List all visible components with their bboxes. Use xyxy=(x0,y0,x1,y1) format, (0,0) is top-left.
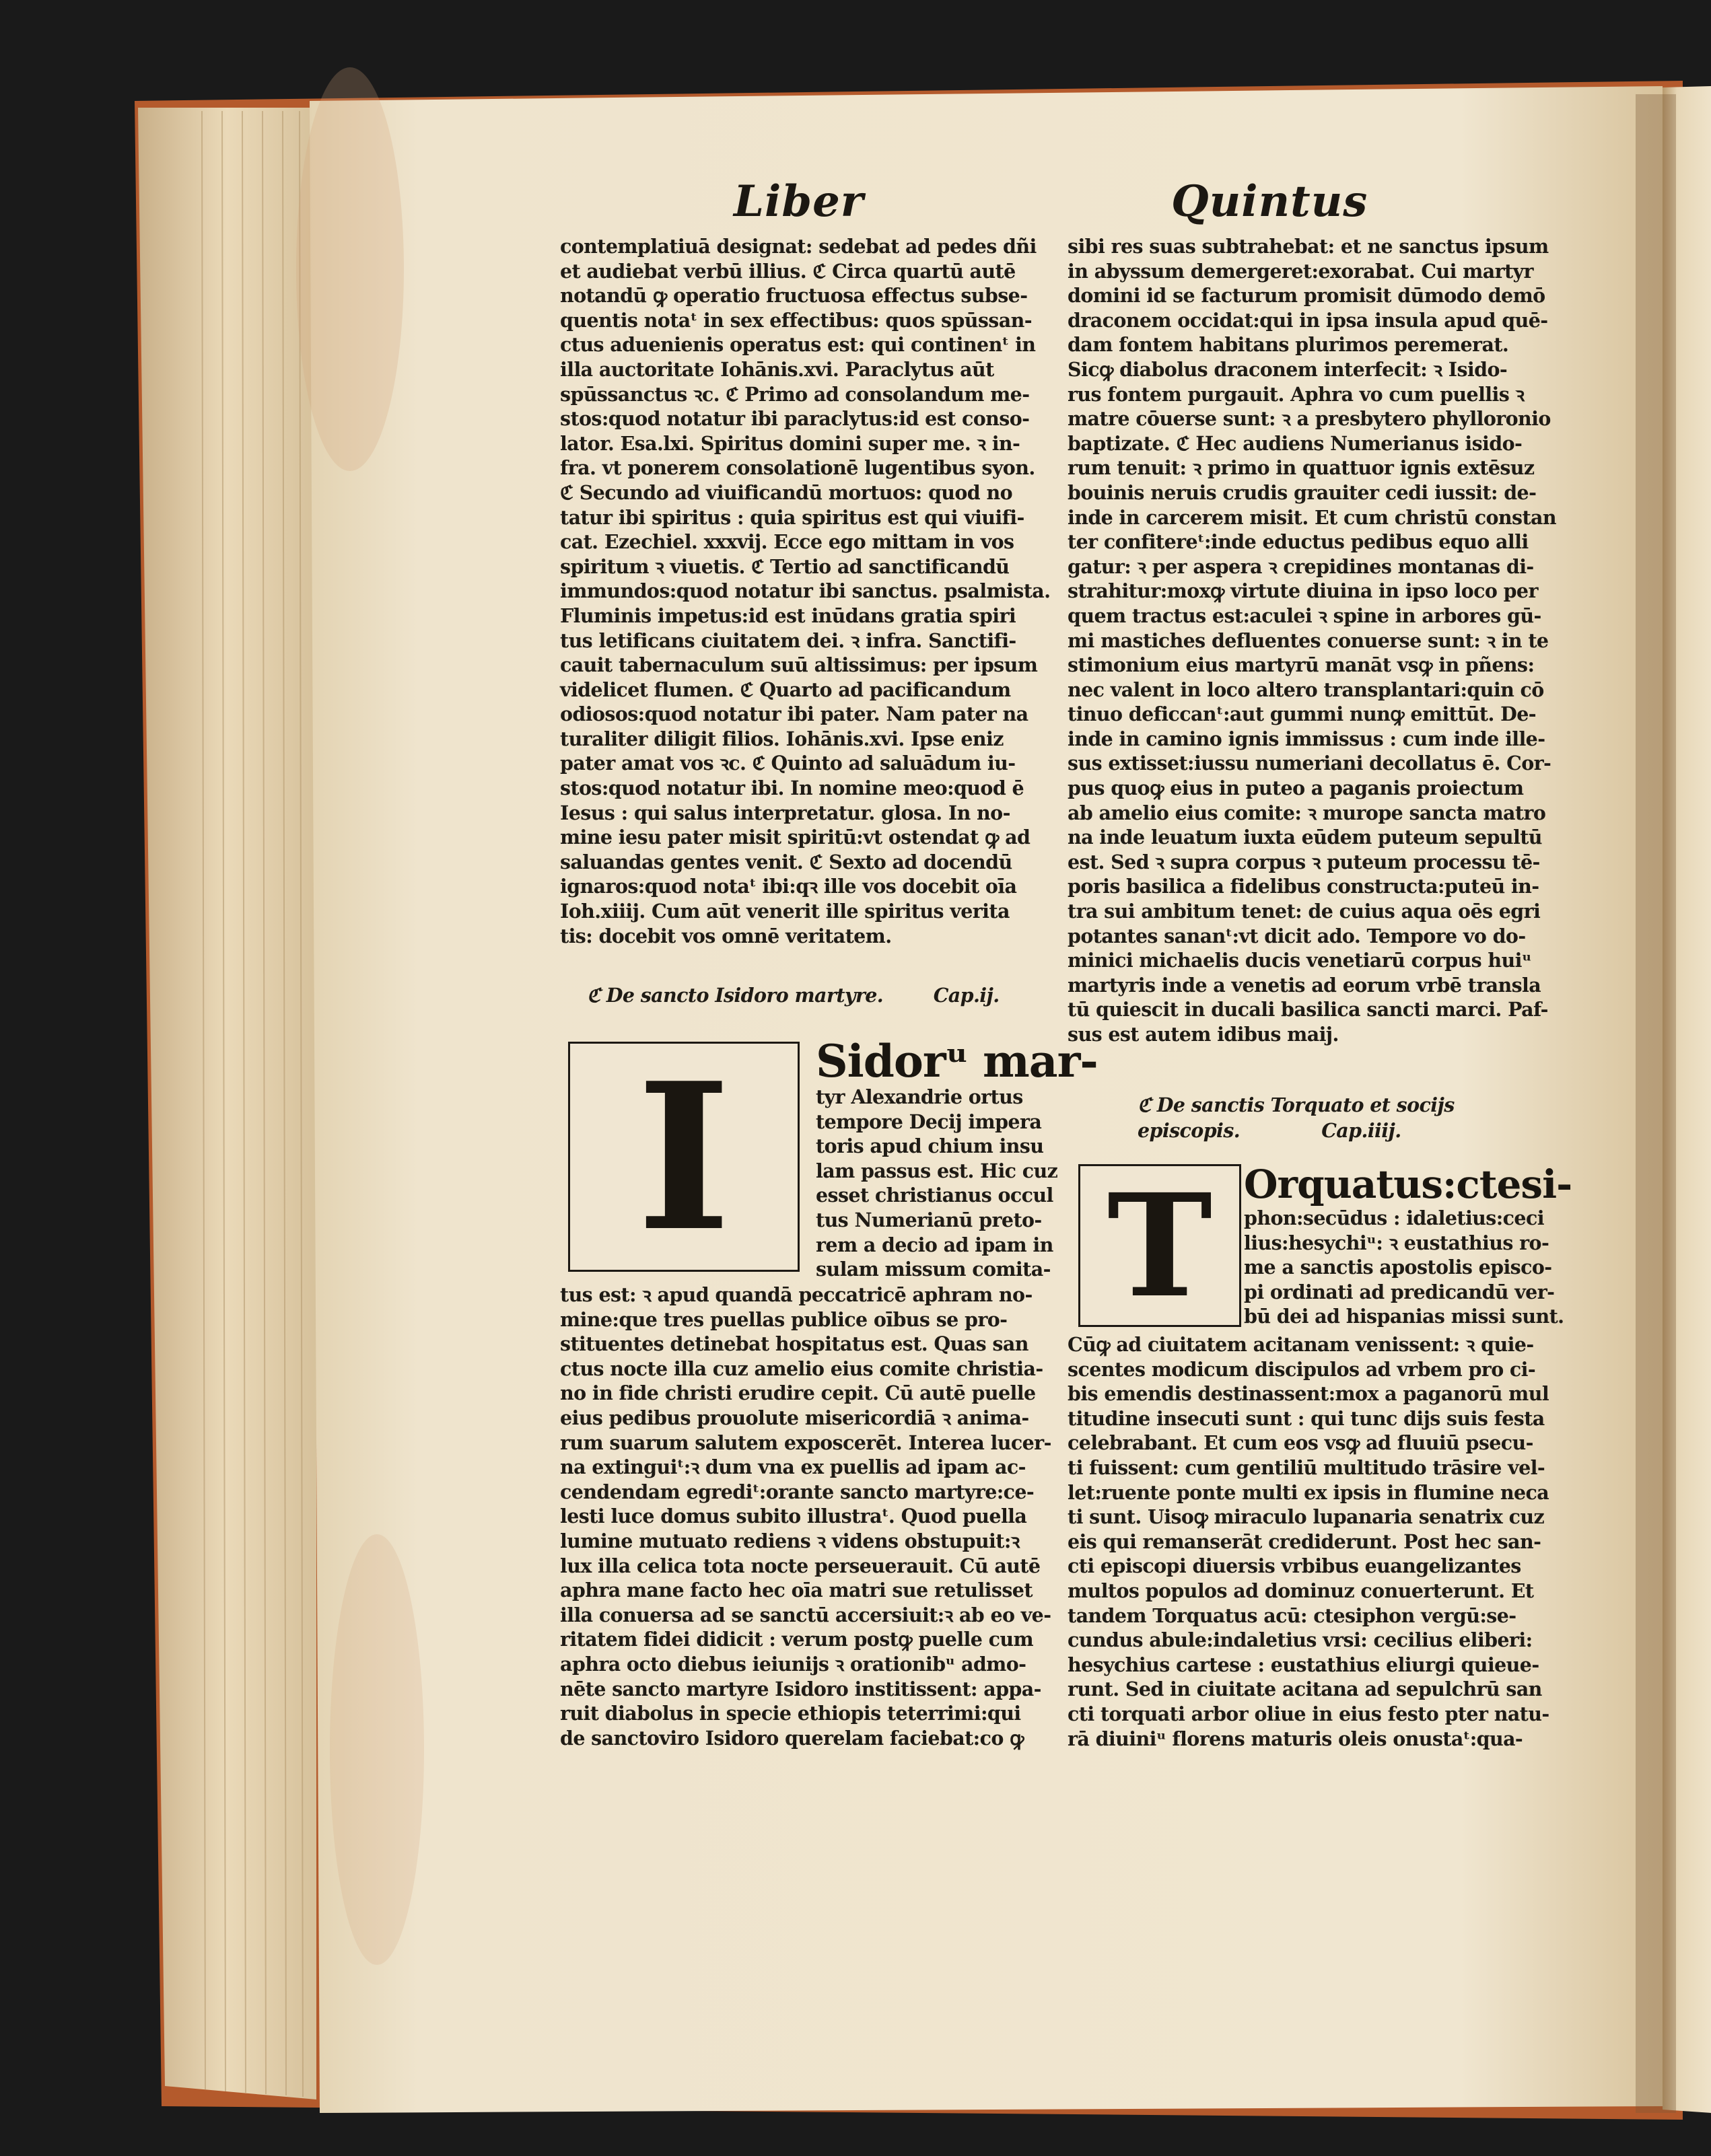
text-line: cundus abule:indaletius vrsi: cecilius eliberi: xyxy=(1068,1628,1533,1652)
text-line: phon:secūdus : idaletius:ceci xyxy=(1244,1207,1544,1229)
text-line: bis emendis destinassent:mox a paganorū mul xyxy=(1068,1382,1549,1406)
text-line: ℭ Secundo ad viuificandū mortuos: quod no xyxy=(560,480,1012,504)
text-line: runt. Sed in ciuitate acitana ad sepulchrū san xyxy=(1068,1678,1542,1701)
text-line: cat. Ezechiel. xxxvij. Ecce ego mittam in vos xyxy=(560,530,1014,554)
stain xyxy=(330,1534,424,1965)
text-line: cendendam egrediᵗ:orante sancto martyre:ce- xyxy=(560,1480,1035,1503)
text-line: tus est: ꝛ apud quandā peccatricē aphram no- xyxy=(560,1283,1033,1306)
text-line: no in fide christi erudire cepit. Cū autē puelle xyxy=(560,1381,1036,1405)
text-line: mine iesu pater misit spiritū:vt ostendat ꝙ ad xyxy=(560,826,1031,849)
text-line: pus quoꝙ eius in puteo a paganis proiectum xyxy=(1068,777,1524,800)
text-line: pi ordinati ad predicandū ver- xyxy=(1244,1280,1555,1303)
text-line: saluandas gentes venit. ℭ Sexto ad docendū xyxy=(560,850,1012,873)
text-line: lius:hesychiᵘ: ꝛ eustathius ro- xyxy=(1244,1231,1549,1254)
text-line: stos:quod notatur ibi paraclytus:id est conso- xyxy=(560,407,1030,431)
text-line: stos:quod notatur ibi. In nomine meo:quod ē xyxy=(560,777,1024,800)
text-line: mi mastiches defluentes conuerse sunt: ꝛ in te xyxy=(1068,628,1549,652)
text-line: spūssanctus ꝛc. ℭ Primo ad consolandum me- xyxy=(560,382,1030,406)
text-line: let:ruente ponte multi ex ipsis in flumine neca xyxy=(1068,1480,1549,1504)
text-line: gatur: ꝛ per aspera ꝛ crepidines montanas di- xyxy=(1068,554,1534,578)
text-line: rus fontem purgauit. Aphra vo cum puellis ꝛ xyxy=(1068,382,1525,406)
text-line: draconem occidat:qui in ipsa insula apud quē- xyxy=(1068,308,1548,332)
text-line: sus est autem idibus maij. xyxy=(1068,1023,1339,1046)
text-line: ctus nocte illa cuz amelio eius comite christia- xyxy=(560,1357,1043,1380)
text-line: quentis notaᵗ in sex effectibus: quos spūssan- xyxy=(560,308,1032,332)
text-line: pater amat vos ꝛc. ℭ Quinto ad saluādum iu- xyxy=(560,752,1016,775)
text-line: Ioh.xiiij. Cum aūt venerit ille spiritus verita xyxy=(560,900,1010,923)
text-line: cti torquati arbor oliue in eius festo pter natu- xyxy=(1068,1702,1549,1725)
text-line: bū dei ad hispanias missi sunt. xyxy=(1244,1305,1564,1328)
text-line: notandū ꝙ operatio fructuosa effectus subse- xyxy=(560,284,1028,308)
text-line: spiritum ꝛ viuetis. ℭ Tertio ad sanctificandū xyxy=(560,554,1010,578)
isidor-opening: Sidorᵘ mar- xyxy=(816,1035,1098,1087)
text-line: stimonium eius martyrū manāt vsꝙ in pñens: xyxy=(1068,653,1535,677)
text-line: tus Numerianū preto- xyxy=(816,1208,1042,1231)
text-line: ti fuissent: cum gentiliū multitudo trāsire vel- xyxy=(1068,1456,1545,1479)
text-line: na extinguiᵗ:ꝛ dum vna ex puellis ad ipam ac- xyxy=(560,1456,1026,1479)
text-line: illa conuersa ad se sanctū accersiuit:ꝛ ab eo ve- xyxy=(560,1603,1051,1626)
text-line: inde in carcerem misit. Et cum christū constan xyxy=(1068,505,1557,529)
chapter-heading-torquato-2: episcopis. Cap.iiij. xyxy=(1138,1119,1401,1142)
text-line: quem tractus est:aculei ꝛ spine in arbores gū- xyxy=(1068,604,1541,627)
text-line: illa auctoritate Iohānis.xvi. Paraclytus aūt xyxy=(560,357,994,381)
text-line: scentes modicum discipulos ad vrbem pro ci- xyxy=(1068,1357,1536,1381)
text-line: minici michaelis ducis venetiarū corpus huiᵘ xyxy=(1068,949,1532,972)
text-line: est. Sed ꝛ supra corpus ꝛ puteum processu tē- xyxy=(1068,850,1540,873)
text-line: titudine insecuti sunt : qui tunc dijs suis festa xyxy=(1068,1406,1545,1430)
text-line: potantes sananᵗ:vt dicit ado. Tempore vo do- xyxy=(1068,924,1526,947)
text-line: rem a decio ad ipam in xyxy=(816,1233,1053,1256)
text-line: ritatem fidei didicit : verum postꝙ puelle cum xyxy=(560,1628,1034,1651)
text-line: tus letificans ciuitatem dei. ꝛ infra. Sanctifi- xyxy=(560,628,1016,652)
stain xyxy=(296,67,404,471)
text-line: Fluminis impetus:id est inūdans gratia spiri xyxy=(560,604,1016,627)
text-line: tempore Decij impera xyxy=(816,1110,1042,1133)
text-line: tyr Alexandrie ortus xyxy=(816,1085,1023,1108)
text-line: lator. Esa.lxi. Spiritus domini super me. ꝛ in- xyxy=(560,431,1020,455)
running-head-right: Quintus xyxy=(1171,176,1368,227)
text-line: ruit diabolus in specie ethiopis teterrimi:qui xyxy=(560,1702,1021,1725)
text-line: tatur ibi spiritus : quia spiritus est qui viuifi- xyxy=(560,505,1024,529)
text-line: tinuo deficcanᵗ:aut gummi nunꝙ emittūt. De- xyxy=(1068,703,1537,726)
text-line: cauit tabernaculum suū altissimus: per ipsum xyxy=(560,653,1038,677)
text-line: et audiebat verbū illius. ℭ Circa quartū autē xyxy=(560,259,1016,283)
text-line: inde in camino ignis immissus : cum inde ille- xyxy=(1068,727,1545,750)
text-line: bouinis neruis crudis grauiter cedi iussit: de- xyxy=(1068,480,1537,504)
text-line: in abyssum demergeret:exorabat. Cui martyr xyxy=(1068,259,1533,283)
text-line: sus extisset:iussu numeriani decollatus ē. Cor- xyxy=(1068,752,1551,775)
text-line: videlicet flumen. ℭ Quarto ad pacificandum xyxy=(560,678,1011,701)
text-line: cti episcopi diuersis vrbibus euangelizantes xyxy=(1068,1554,1521,1578)
initial-letter: T xyxy=(1107,1164,1213,1327)
text-line: rā diuiniᵘ florens maturis oleis onustaᵗ:qua- xyxy=(1068,1727,1523,1750)
text-line: na inde leuatum iuxta eūdem puteum sepultū xyxy=(1068,826,1542,849)
text-line: me a sanctis apostolis episco- xyxy=(1244,1256,1552,1279)
torquatus-opening: Orquatus:ctesi- xyxy=(1244,1161,1572,1207)
text-line: hesychius cartese : eustathius eliurgi quieue- xyxy=(1068,1653,1539,1676)
text-line: eis qui remanserāt crediderunt. Post hec san- xyxy=(1068,1530,1541,1553)
text-line: rum tenuit: ꝛ primo in quattuor ignis extēsuz xyxy=(1068,456,1535,480)
text-line: sulam missum comita- xyxy=(816,1258,1051,1281)
page-edges xyxy=(138,108,316,2099)
text-line: strahitur:moxꝙ virtute diuina in ipso loco per xyxy=(1068,579,1538,603)
text-line: aphra mane facto hec oīa matri sue retulisset xyxy=(560,1579,1033,1602)
text-line: fra. vt ponerem consolationē lugentibus syon. xyxy=(560,456,1035,480)
initial-letter: I xyxy=(636,1042,732,1272)
text-line: lumine mutuato rediens ꝛ videns obstupuit:ꝛ xyxy=(560,1529,1020,1552)
text-line: nec valent in loco altero transplantari:quin cō xyxy=(1068,678,1544,701)
text-line: baptizate. ℭ Hec audiens Numerianus isido- xyxy=(1068,431,1523,455)
main-page xyxy=(310,86,1663,2113)
text-line: tū quiescit in ducali basilica sancti marci. Paf- xyxy=(1068,998,1548,1021)
text-line: tis: docebit vos omnē veritatem. xyxy=(560,924,892,947)
text-line: toris apud chium insu xyxy=(816,1135,1044,1158)
text-line: contemplatiuā designat: sedebat ad pedes dñi xyxy=(560,235,1037,258)
text-line: stituentes detinebat hospitatus est. Quas san xyxy=(560,1332,1028,1356)
text-line: sibi res suas subtrahebat: et ne sanctus ipsum xyxy=(1068,235,1549,258)
text-line: celebrabant. Et cum eos vsꝙ ad fluuiū psecu- xyxy=(1068,1431,1533,1455)
text-line: lux illa celica tota nocte perseuerauit. Cū autē xyxy=(560,1554,1041,1577)
text-line: domini id se facturum promisit dūmodo demō xyxy=(1068,284,1545,308)
text-line: ter confitereᵗ:inde eductus pedibus equo alli xyxy=(1068,530,1529,554)
text-line: Sicꝙ diabolus draconem interfecit: ꝛ Isido- xyxy=(1068,357,1508,381)
text-line: ignaros:quod notaᵗ ibi:qꝛ ille vos docebit oīa xyxy=(560,875,1017,898)
text-line: eius pedibus prouolute misericordiā ꝛ anima- xyxy=(560,1406,1029,1429)
text-line: de sanctoviro Isidoro querelam faciebat:co ꝙ xyxy=(560,1726,1024,1750)
text-line: ctus aduenienis operatus est: qui continenᵗ in xyxy=(560,333,1036,357)
text-line: odiosos:quod notatur ibi pater. Nam pater na xyxy=(560,703,1028,726)
running-head-left: Liber xyxy=(734,176,864,227)
text-line: immundos:quod notatur ibi sanctus. psalmista. xyxy=(560,579,1051,603)
text-line: mine:que tres puellas publice oībus se pro- xyxy=(560,1307,1008,1331)
text-line: martyris inde a venetis ad eorum vrbē transla xyxy=(1068,973,1541,997)
text-line: tra sui ambitum tenet: de cuius aqua oēs egri xyxy=(1068,900,1541,923)
text-line: lesti luce domus subito illustraᵗ. Quod puella xyxy=(560,1505,1027,1528)
text-line: multos populos ad dominuz conuerterunt. Et xyxy=(1068,1579,1534,1602)
text-line: Cūꝙ ad ciuitatem acitanam venissent: ꝛ quie- xyxy=(1068,1333,1534,1356)
text-line: nēte sancto martyre Isidoro institissent: appa- xyxy=(560,1677,1041,1700)
text-line: esset christianus occul xyxy=(816,1184,1053,1207)
text-line: tandem Torquatus acū: ctesiphon vergū:se- xyxy=(1068,1604,1516,1627)
text-line: aphra octo diebus ieiunijs ꝛ orationibᵘ admo- xyxy=(560,1652,1026,1676)
text-line: rum suarum salutem exposcerēt. Interea lucer- xyxy=(560,1431,1051,1454)
text-line: ab amelio eius comite: ꝛ murope sancta matro xyxy=(1068,801,1546,824)
text-line: ti sunt. Uisoꝙ miraculo lupanaria senatrix cuz xyxy=(1068,1505,1545,1529)
text-line: matre cōuerse sunt: ꝛ a presbytero phylloronio xyxy=(1068,407,1551,431)
chapter-heading-torquato-1: ℭ De sanctis Torquato et socijs xyxy=(1138,1093,1455,1116)
text-line: turaliter diligit filios. Iohānis.xvi. Ipse eniz xyxy=(560,727,1004,750)
gutter-shadow xyxy=(1636,94,1676,2113)
text-line: poris basilica a fidelibus constructa:puteū in- xyxy=(1068,875,1539,898)
chapter-heading-isidor: ℭ De sancto Isidoro martyre. Cap.ij. xyxy=(587,984,1000,1007)
text-line: lam passus est. Hic cuz xyxy=(816,1159,1058,1182)
text-line: dam fontem habitans plurimos peremerat. xyxy=(1068,333,1509,357)
text-line: Iesus : qui salus interpretatur. glosa. In no- xyxy=(560,801,1010,824)
